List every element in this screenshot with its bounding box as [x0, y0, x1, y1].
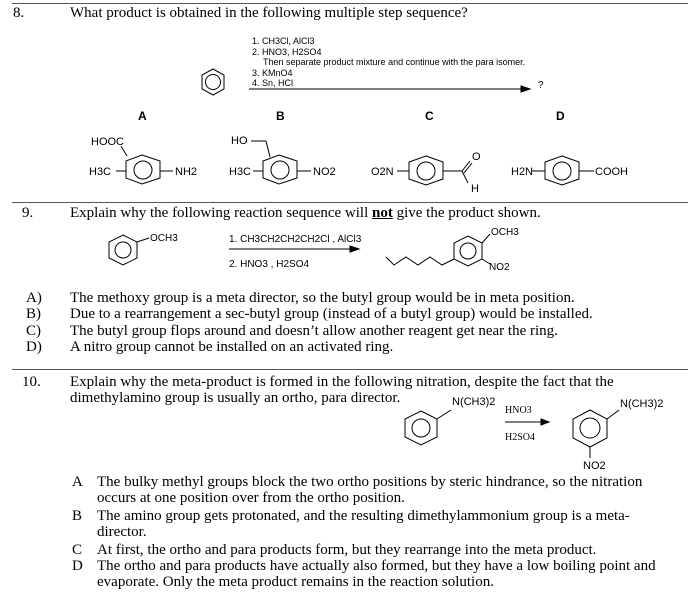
q9-option-c-letter[interactable]: C): [26, 323, 41, 339]
q8-a-nh2: NH2: [175, 166, 198, 178]
q10-option-c-letter[interactable]: C: [72, 542, 83, 558]
q10-option-a-letter[interactable]: A: [72, 474, 83, 490]
q8-c-o2n: O2N: [371, 166, 394, 178]
q9-reagent-1: 1. CH3CH2CH2CH2Cl , AlCl3: [229, 234, 362, 245]
q8-b-no2: NO2: [313, 166, 336, 178]
q10-option-b-letter[interactable]: B: [72, 508, 83, 524]
q8-label-a: A: [138, 109, 147, 123]
q10-product-nme2: N(CH3)2: [620, 398, 664, 410]
q10-reactant: [405, 410, 451, 445]
q8-structure-b: [251, 141, 311, 184]
q9-reaction-arrow: [229, 246, 359, 252]
q8-c-o: O: [472, 151, 481, 163]
q10-reactant-nme2: N(CH3)2: [452, 396, 496, 408]
q9-option-b-text[interactable]: Due to a rearrangement a sec-butyl group (instead of a butyl group) would be installed.: [70, 306, 593, 322]
q10-prompt-line1: Explain why the meta-product is formed in the following nitration, despite the fact that the: [70, 374, 614, 390]
q9-option-c-text[interactable]: The butyl group flops around and doesn’t allow another reagent get near the ring.: [70, 323, 558, 339]
q10-option-b-line2: director.: [97, 524, 147, 540]
q9-reagent-2: 2. HNO3 , H2SO4: [229, 259, 310, 270]
q9-number: 9.: [22, 205, 34, 221]
q10-reagent-hno3: HNO3: [505, 405, 532, 416]
q8-structure-c: [397, 156, 472, 185]
q9-product-och3: OCH3: [491, 227, 519, 238]
q9-prompt-start: Explain why the following reaction sequence will: [70, 205, 372, 221]
q8-step-2: 2. HNO3, H2SO4: [252, 46, 322, 57]
q8-reaction-arrow: [249, 86, 530, 92]
q10-number: 10.: [22, 374, 41, 390]
q9-prompt-emphasis: not: [372, 205, 393, 221]
q8-d-cooh: COOH: [595, 166, 628, 178]
q8-label-b: B: [276, 109, 285, 123]
q9-option-b-letter[interactable]: B): [26, 306, 41, 322]
q8-step-3: 3. KMnO4: [252, 67, 293, 78]
q8-a-cooh: HOOC: [91, 136, 124, 148]
q10-option-b-line1: The amino group gets protonated, and the resulting dimethylammonium group is a meta-: [97, 508, 630, 524]
q10-reagent-h2so4: H2SO4: [505, 432, 536, 443]
q8-d-h2n: H2N: [511, 166, 534, 178]
q8-number: 8.: [13, 5, 25, 21]
q10-option-c-text[interactable]: At first, the ortho and para products form, but they rearrange into the meta product.: [97, 542, 597, 558]
q10-option-d-letter[interactable]: D: [72, 558, 83, 574]
q8-a-ch3: H3C: [89, 166, 112, 178]
q10-option-d-line1: The ortho and para products have actually also formed, but they have a low boiling point and: [97, 558, 656, 574]
q8-step-4: 4. Sn, HCl: [252, 78, 294, 88]
q8-prompt: What product is obtained in the following multiple step sequence?: [70, 5, 468, 21]
q8-question-mark: ?: [538, 80, 544, 91]
q10-prompt-line2: dimethylamino group is usually an ortho, para director.: [70, 390, 401, 406]
q10-product: [573, 410, 619, 458]
q9-product: [386, 234, 490, 266]
q8-label-d: D: [556, 109, 565, 123]
q10-option-d-line2: evaporate. Only the meta product remains in the reaction solution.: [97, 574, 494, 590]
q8-step-note: Then separate product mixture and continue with the para isomer.: [263, 57, 526, 67]
q10-option-a-line1: The bulky methyl groups block the two ortho positions by steric hindrance, so the nitration: [97, 474, 643, 490]
q8-structure-a: [116, 146, 173, 184]
q9-prompt-end: give the product shown.: [392, 205, 541, 221]
q9-product-no2: NO2: [489, 262, 510, 273]
q9-option-d-text[interactable]: A nitro group cannot be installed on an activated ring.: [70, 339, 394, 355]
q10-reaction-arrow: [505, 419, 549, 425]
q10-option-a-line2: occurs at one position over from the ortho position.: [97, 490, 405, 506]
q10-product-no2: NO2: [583, 460, 606, 472]
q8-b-oh: HO: [231, 135, 248, 147]
q9-reactant-anisole: [109, 235, 149, 265]
q8-b-ch3: H3C: [229, 166, 252, 178]
q8-step-1: 1. CH3Cl, AlCl3: [252, 36, 315, 46]
q9-option-a-text[interactable]: The methoxy group is a meta director, so the butyl group would be in meta position.: [70, 290, 575, 306]
q8-start-benzene: [202, 69, 224, 95]
q8-label-c: C: [425, 109, 434, 123]
q8-c-h: H: [471, 183, 479, 195]
q8-structure-d: [532, 156, 594, 185]
q9-option-a-letter[interactable]: A): [26, 290, 42, 306]
q9-reactant-och3: OCH3: [150, 233, 178, 244]
q9-option-d-letter[interactable]: D): [26, 339, 42, 355]
